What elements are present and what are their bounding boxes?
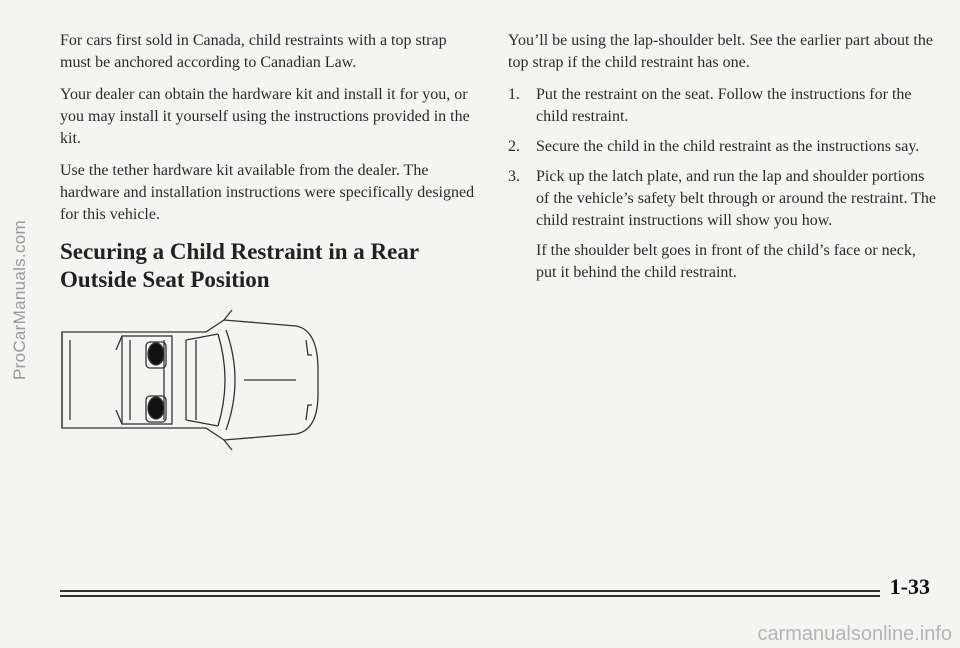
windshield [218, 334, 225, 426]
section-heading: Securing a Child Restraint in a Rear Outside Seat Position [60, 239, 419, 292]
step-number: 3. [508, 168, 520, 185]
paragraph-canada: For cars first sold in Canada, child restraints with a top strap must be anchored according to Canadian Law. [60, 32, 447, 71]
car-top-view-illustration [56, 310, 326, 450]
step-text: Put the restraint on the seat. Follow the instructions for the child restraint. [536, 86, 912, 125]
step-text: Secure the child in the child restraint as the instructions say. [536, 138, 920, 155]
child-restraint-lower [148, 397, 164, 419]
list-item [508, 136, 938, 158]
paragraph-dealer: Your dealer can obtain the hardware kit and install it for you, or you may install it yourself using the instructions provided in the kit. [60, 86, 470, 147]
right-column [508, 30, 938, 294]
footer-rule [60, 590, 880, 600]
list-item [508, 166, 938, 232]
list-item [508, 84, 938, 128]
left-column [60, 30, 480, 294]
step-text: Pick up the latch plate, and run the lap and shoulder portions of the vehicle’s safety belt through or around the restraint. The child restraint instructions will show you how. [536, 168, 937, 229]
paragraph-intro: You’ll be using the lap-shoulder belt. See the earlier part about the top strap if the child restraint has one. [508, 32, 933, 71]
bottom-watermark: carmanualsonline.info [757, 623, 952, 645]
paragraph-shoulder-belt-note: If the shoulder belt goes in front of the child’s face or neck, put it behind the child restraint. [536, 242, 916, 281]
page-number: 1-33 [889, 574, 930, 599]
step-number: 1. [508, 86, 520, 103]
paragraph-tether: Use the tether hardware kit available from the dealer. The hardware and installation instructions were specifically designed for this vehicle. [60, 162, 475, 223]
side-watermark [6, 40, 34, 560]
steps-list [508, 84, 938, 232]
side-watermark-text: ProCarManuals.com [10, 219, 30, 381]
front-seats [186, 334, 218, 426]
step-number: 2. [508, 138, 520, 155]
child-restraint-upper [148, 343, 164, 365]
